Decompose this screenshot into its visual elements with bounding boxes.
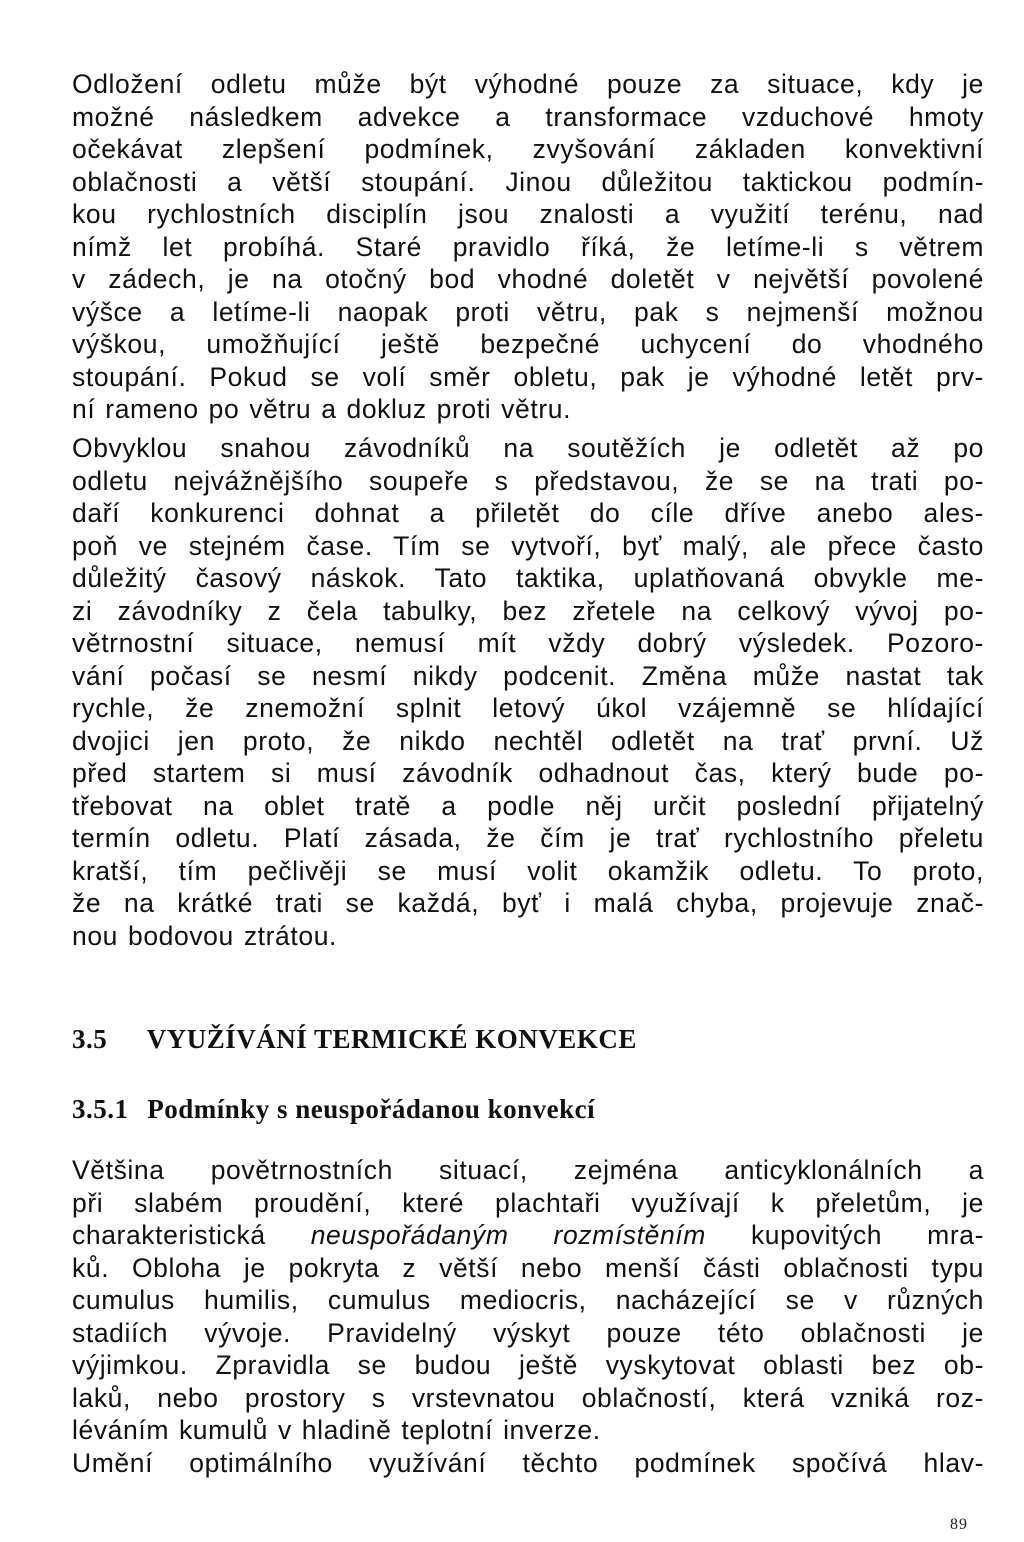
subsection-heading	[72, 1094, 595, 1125]
text-line: v zádech, je na otočný bod vhodné doletět v největší povolené	[72, 264, 984, 294]
text-line: nímž let probíhá. Staré pravidlo říká, že letíme-li s větrem	[72, 231, 984, 262]
text-line: cumulus humilis, cumulus mediocris, nacházející se v různých	[72, 1285, 984, 1315]
text-line: Odložení odletu může být výhodné pouze za situace, kdy je	[72, 69, 984, 99]
text-line: kratší, tím pečlivěji se musí volit okamžik odletu. To proto,	[72, 855, 984, 886]
text-line: laků, nebo prostory s vrstevnatou oblačností, která vzniká roz-	[72, 1382, 984, 1413]
paragraph-2	[72, 432, 984, 952]
text-line: poň ve stejném čase. Tím se vytvoří, byť malý, ale přece často	[72, 530, 984, 561]
paragraph-4	[72, 1447, 984, 1480]
text-line: nou bodovou ztrátou.	[72, 920, 337, 951]
text-line: větrnostní situace, nemusí mít vždy dobrý výsledek. Pozoro-	[72, 628, 984, 658]
text-line: dvojici jen proto, že nikdo nechtěl odletět na trať první. Už	[72, 725, 984, 756]
subsection-title: Podmínky s neuspořádanou konvekcí	[147, 1094, 596, 1124]
text-line: stadiích vývoje. Pravidelný výskyt pouze této oblačnosti je	[72, 1317, 984, 1348]
paragraph-1	[72, 68, 984, 426]
text-line: očekávat zlepšení podmínek, zvyšování základen konvektivní	[72, 134, 984, 164]
section-number: 3.5	[72, 1024, 108, 1054]
text-line: daří konkurenci dohnat a přiletět do cíle dříve anebo ales-	[72, 498, 984, 528]
text-line: výjimkou. Zpravidla se budou ještě vyskytovat oblasti bez ob-	[72, 1350, 984, 1380]
page-number: 89	[950, 1516, 968, 1533]
text-line: třebovat na oblet tratě a podle něj určit poslední přijatelný	[72, 790, 984, 821]
text-line: charakteristická neuspořádaným rozmístěním kupovitých mra-	[72, 1220, 985, 1250]
text-line: termín odletu. Platí zásada, že čím je trať rychlostního přeletu	[72, 823, 984, 853]
text-line: výškou, umožňující ještě bezpečné uchycení do vhodného	[72, 329, 984, 359]
text-line: stoupání. Pokud se volí směr obletu, pak je výhodné letět prv-	[72, 361, 984, 392]
text-line: Většina povětrnostních situací, zejména anticyklonálních a	[72, 1155, 984, 1185]
text-line: kou rychlostních disciplín jsou znalosti a využití terénu, nad	[72, 199, 984, 229]
text-line: při slabém proudění, které plachtaři využívají k přeletům, je	[72, 1187, 984, 1218]
section-heading	[72, 1024, 637, 1055]
text-line: rychle, že znemožní splnit letový úkol vzájemně se hlídající	[72, 693, 984, 723]
text-line: léváním kumulů v hladině teplotní inverze.	[72, 1415, 601, 1445]
text-line: ní rameno po větru a dokluz proti větru.	[72, 394, 572, 424]
text-line: oblačnosti a větší stoupání. Jinou důležitou taktickou podmín-	[72, 166, 984, 197]
text-line: možné následkem advekce a transformace vzduchové hmoty	[72, 101, 984, 132]
text-line: před startem si musí závodník odhadnout čas, který bude po-	[72, 758, 984, 788]
emphasis-text: neuspořádaným rozmístěním	[310, 1220, 706, 1250]
text-line: vání počasí se nesmí nikdy podcenit. Změna může nastat tak	[72, 660, 984, 691]
text-line: Umění optimálního využívání těchto podmínek spočívá hlav-	[72, 1448, 984, 1478]
text-line: že na krátké trati se každá, byť i malá chyba, projevuje znač-	[72, 888, 984, 918]
text-line: zi závodníky z čela tabulky, bez zřetele na celkový vývoj po-	[72, 595, 984, 626]
text-line: výšce a letíme-li naopak proti větru, pak s nejmenší možnou	[72, 296, 984, 327]
section-title: VYUŽÍVÁNÍ TERMICKÉ KONVEKCE	[146, 1024, 637, 1054]
text-line: důležitý časový náskok. Tato taktika, uplatňovaná obvykle me-	[72, 563, 984, 593]
text-line: odletu nejvážnějšího soupeře s představou, že se na trati po-	[72, 465, 984, 496]
subsection-number: 3.5.1	[72, 1094, 129, 1124]
text-line: ků. Obloha je pokryta z větší nebo menší části oblačnosti typu	[72, 1252, 984, 1283]
paragraph-3	[72, 1154, 984, 1447]
text-line: Obvyklou snahou závodníků na soutěžích je odletět až po	[72, 433, 984, 463]
